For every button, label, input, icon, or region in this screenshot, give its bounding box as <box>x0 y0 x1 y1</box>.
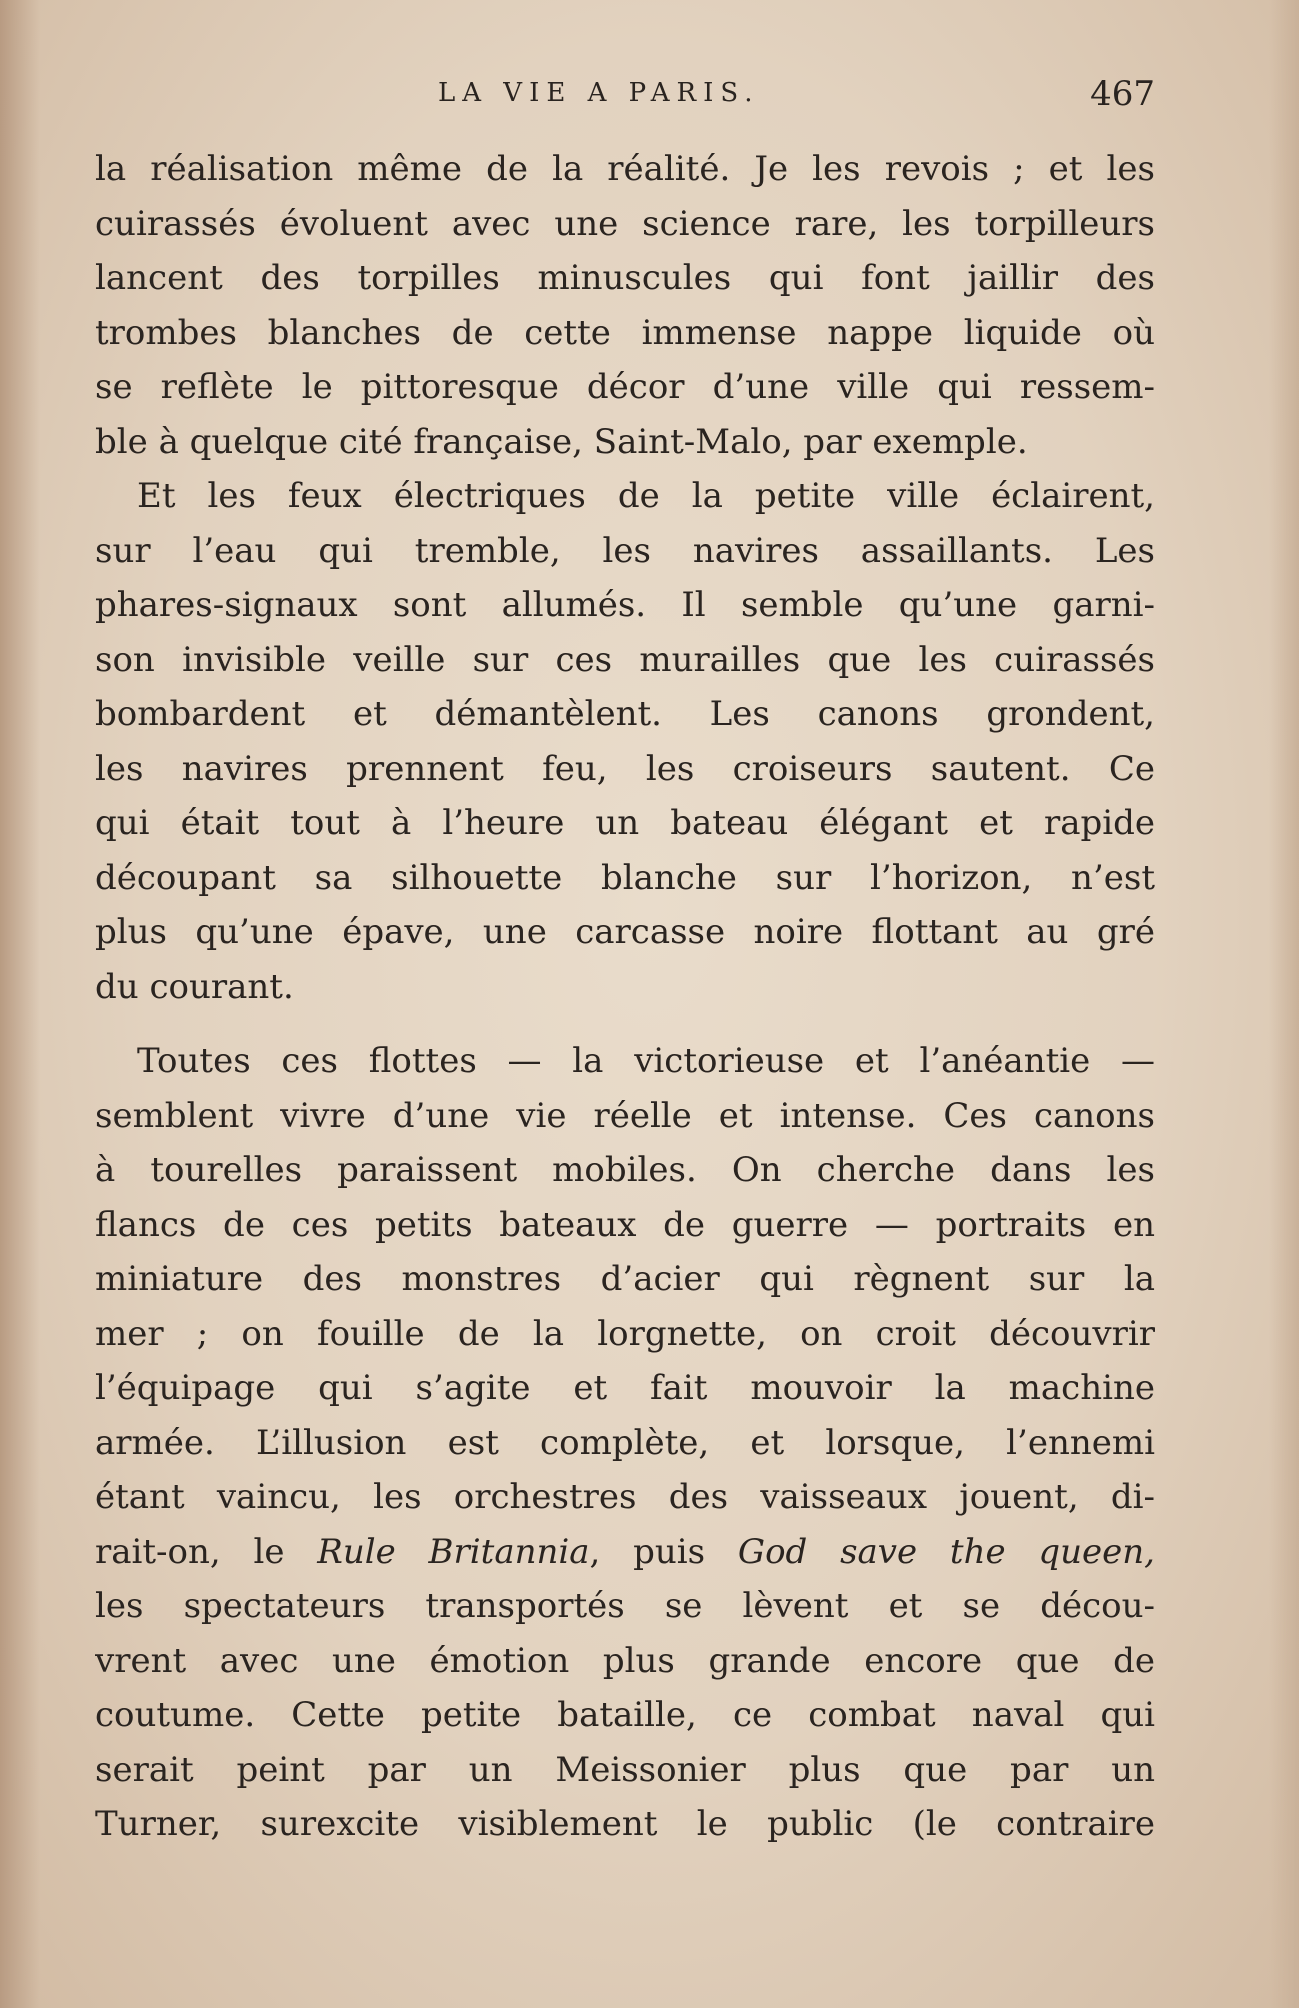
text-line: flancs de ces petits bateaux de guerre — portraits en <box>95 1204 1155 1245</box>
text-line: serait peint par un Meissonier plus que par un <box>95 1749 1155 1790</box>
text-line: cuirassés évoluent avec une science rare, les torpilleurs <box>95 203 1155 244</box>
text-line: vrent avec une émotion plus grande encore que de <box>95 1640 1155 1681</box>
text-line: du courant. <box>95 966 294 1007</box>
text-line: trombes blanches de cette immense nappe liquide où <box>95 312 1155 353</box>
text-line: coutume. Cette petite bataille, ce combat naval qui <box>95 1695 1155 1735</box>
text-line: plus qu’une épave, une carcasse noire flottant au gré <box>95 912 1155 952</box>
text-line: armée. L’illusion est complète, et lorsque, l’ennemi <box>95 1422 1155 1463</box>
text-line: se reflète le pittoresque décor d’une ville qui ressem- <box>95 367 1155 407</box>
text-line: sur l’eau qui tremble, les navires assaillants. Les <box>95 530 1155 571</box>
running-title: LA VIE A PARIS. <box>438 78 760 108</box>
text-line: les spectateurs transportés se lèvent et se décou- <box>95 1586 1155 1626</box>
text-line: son invisible veille sur ces murailles que les cuirassés <box>95 639 1155 680</box>
body-text <box>95 142 1155 1852</box>
italic-title-god-save-the-queen: God save the queen, <box>737 1531 1155 1572</box>
text-line: Et les feux électriques de la petite ville éclairent, <box>137 476 1155 516</box>
text-line: mer ; on fouille de la lorgnette, on croit découvrir <box>95 1313 1155 1354</box>
text-line: Turner, surexcite visiblement le public (le contraire <box>95 1804 1155 1844</box>
paragraph-2 <box>95 469 1155 1014</box>
running-head <box>95 74 1155 128</box>
text-line: les navires prennent feu, les croiseurs sautent. Ce <box>95 748 1155 789</box>
text-line: Toutes ces flottes — la victorieuse et l’anéantie — <box>137 1041 1155 1081</box>
paragraph-1 <box>95 142 1155 469</box>
mixed-text-before: rait-on, le <box>95 1531 318 1572</box>
text-line: l’équipage qui s’agite et fait mouvoir la machine <box>95 1368 1155 1408</box>
page-shadow-right <box>1269 0 1299 2008</box>
text-line-mixed <box>95 1525 1155 1580</box>
text-line: lancent des torpilles minuscules qui font jaillir des <box>95 258 1155 298</box>
text-line: bombardent et démantèlent. Les canons grondent, <box>95 694 1155 734</box>
mixed-text-middle: , puis <box>589 1531 738 1572</box>
page-shadow-left <box>0 0 40 2008</box>
text-line: étant vaincu, les orchestres des vaisseaux jouent, di- <box>95 1477 1155 1517</box>
text-line: découpant sa silhouette blanche sur l’horizon, n’est <box>95 857 1155 898</box>
text-line: ble à quelque cité française, Saint-Malo, par exemple. <box>95 421 1028 462</box>
text-line: phares-signaux sont allumés. Il semble qu’une garni- <box>95 585 1155 625</box>
text-line: qui était tout à l’heure un bateau élégant et rapide <box>95 803 1155 843</box>
text-line: la réalisation même de la réalité. Je les revois ; et les <box>95 149 1155 189</box>
text-line: semblent vivre d’une vie réelle et intense. Ces canons <box>95 1095 1155 1136</box>
italic-title-rule-britannia: Rule Britannia <box>317 1531 590 1572</box>
page-number: 467 <box>1090 74 1155 114</box>
text-line: à tourelles paraissent mobiles. On cherche dans les <box>95 1150 1155 1190</box>
paragraph-3 <box>95 1034 1155 1852</box>
text-line: miniature des monstres d’acier qui règnent sur la <box>95 1259 1155 1299</box>
